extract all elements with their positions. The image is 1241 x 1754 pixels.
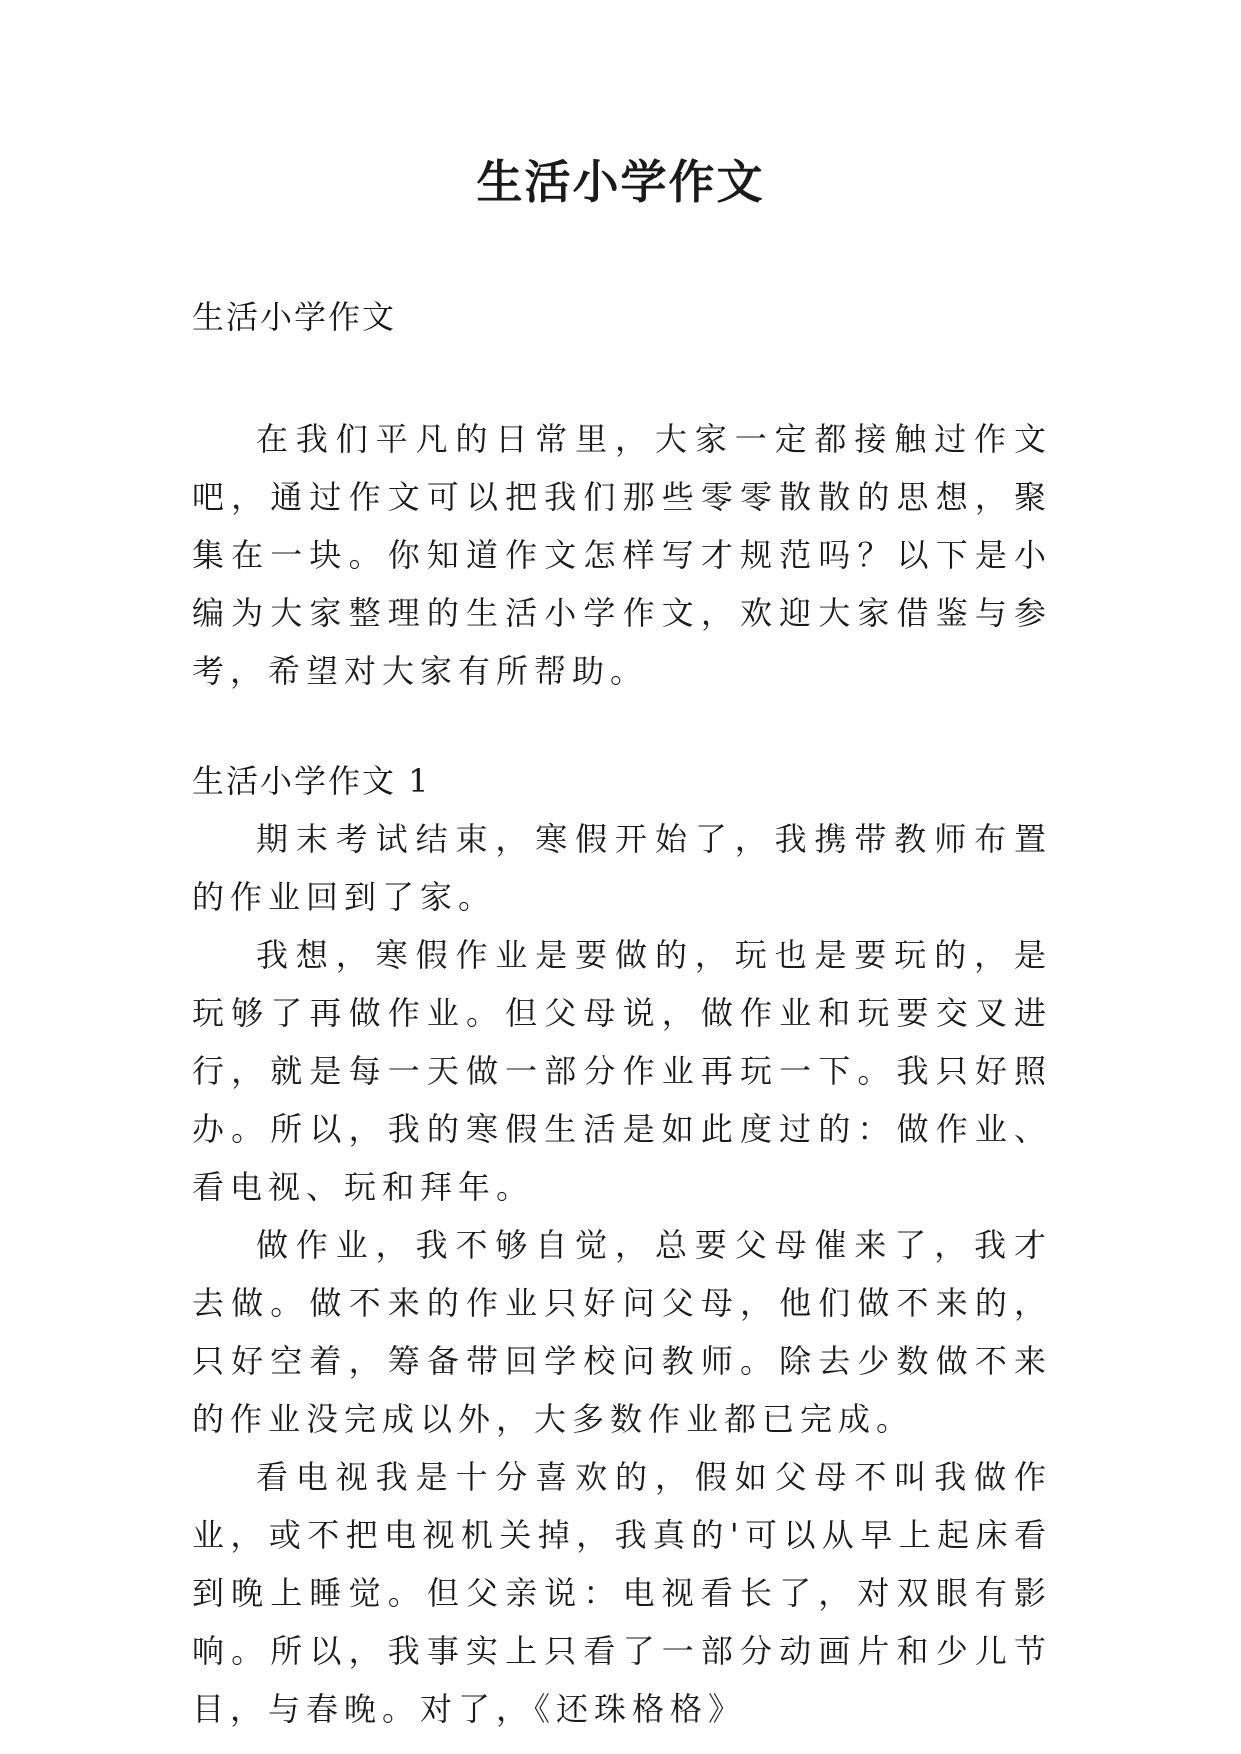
body-paragraph: 看电视我是十分喜欢的，假如父母不叫我做作业，或不把电视机关掉，我真的'可以从早上起床看到晚上睡觉。但父亲说：电视看长了，对双眼有影响。所以，我事实上只看了一部分动画片和少儿节目，与春晚。对了，《还珠格格》 <box>192 1458 1052 1728</box>
section-heading: 生活小学作文 1 <box>192 762 431 800</box>
body-paragraph: 做作业，我不够自觉，总要父母催来了，我才去做。做不来的作业只好问父母，他们做不来的，只好空着，筹备带回学校问教师。除去少数做不来的作业没完成以外，大多数作业都已完成。 <box>192 1226 1052 1438</box>
document-body <box>192 288 1052 1738</box>
spacer <box>192 346 1052 410</box>
body-paragraph: 我想，寒假作业是要做的，玩也是要玩的，是玩够了再做作业。但父母说，做作业和玩要交叉进行，就是每一天做一部分作业再玩一下。我只好照办。所以，我的寒假生活是如此度过的：做作业、看电视、玩和拜年。 <box>192 936 1052 1206</box>
document-title: 生活小学作文 <box>476 155 765 209</box>
body-paragraph: 期末考试结束，寒假开始了，我携带教师布置的作业回到了家。 <box>192 820 1052 916</box>
document-subtitle: 生活小学作文 <box>192 298 397 336</box>
spacer <box>192 700 1052 752</box>
intro-paragraph: 在我们平凡的日常里，大家一定都接触过作文吧，通过作文可以把我们那些零零散散的思想，聚集在一块。你知道作文怎样写才规范吗？以下是小编为大家整理的生活小学作文，欢迎大家借鉴与参考，希望对大家有所帮助。 <box>192 420 1052 690</box>
